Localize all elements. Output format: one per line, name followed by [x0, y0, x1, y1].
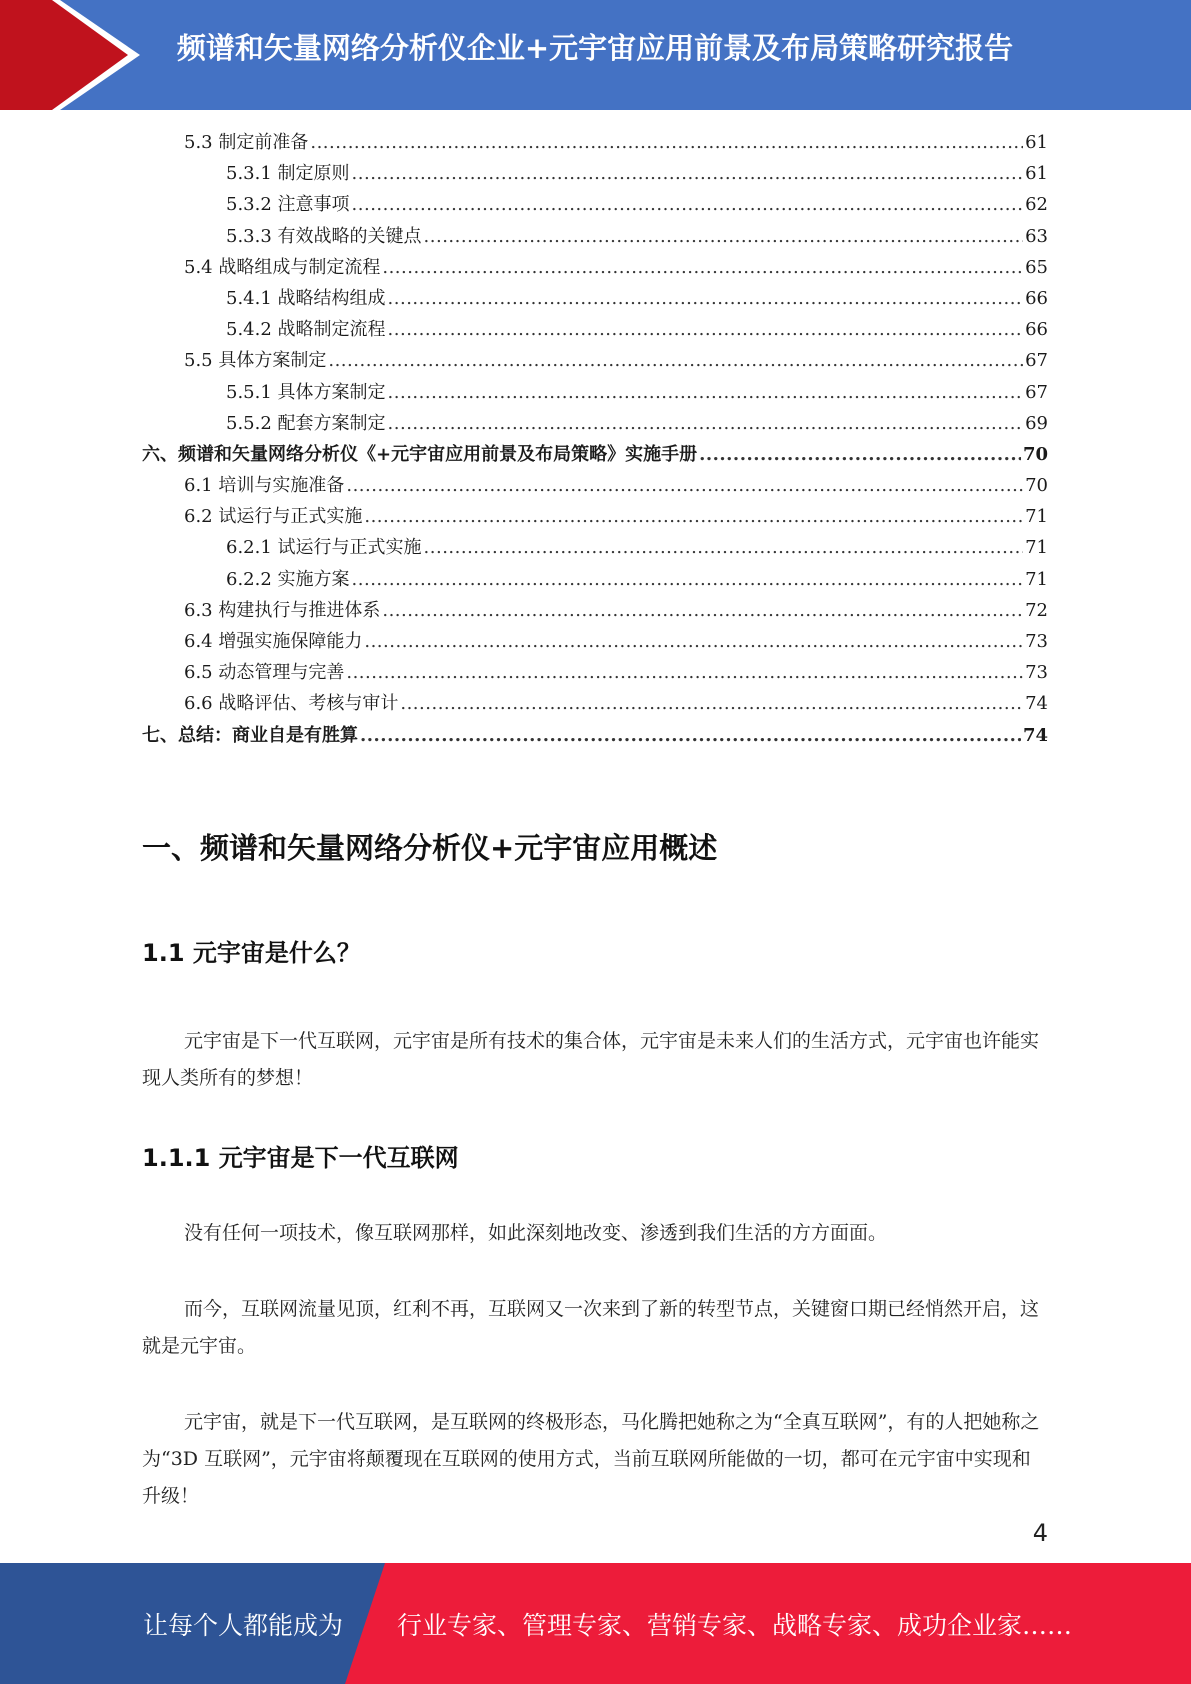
toc-entry-page: 73	[1025, 631, 1048, 652]
toc-entry-page: 71	[1025, 537, 1048, 559]
toc-entry-page: 69	[1025, 412, 1048, 434]
subsection-heading: 1.1.1 元宇宙是下一代互联网	[142, 1144, 459, 1172]
toc-entry-label: 5.5.2 配套方案制定	[226, 412, 386, 434]
toc-dot-leader	[388, 408, 1024, 439]
page-number: 4	[1032, 1519, 1048, 1547]
toc-entry-label: 6.2.2 实施方案	[226, 568, 350, 590]
footer-banner	[0, 1563, 1191, 1684]
toc-entry-label: 6.1 培训与实施准备	[184, 475, 345, 497]
toc-dot-leader	[388, 283, 1024, 314]
toc-entry-label: 6.2 试运行与正式实施	[184, 506, 363, 528]
paragraph: 元宇宙是下一代互联网，元宇宙是所有技术的集合体，元宇宙是未来人们的生活方式，元宇宙也许能实现人类所有的梦想！	[142, 1030, 1040, 1089]
toc-entry-page: 74	[1025, 693, 1048, 715]
toc-dot-leader	[424, 532, 1024, 563]
toc-entry[interactable]	[142, 377, 1048, 408]
toc-entry-label: 5.5 具体方案制定	[184, 350, 327, 372]
toc-dot-leader	[360, 720, 1021, 751]
toc-dot-leader	[699, 439, 1021, 470]
toc-entry[interactable]	[142, 688, 1048, 719]
toc-entry[interactable]	[142, 314, 1048, 345]
toc-entry-label: 6.5 动态管理与完善	[184, 662, 345, 684]
toc-entry[interactable]	[142, 501, 1048, 532]
toc-entry-page: 73	[1025, 662, 1048, 684]
toc-entry[interactable]	[142, 532, 1048, 563]
toc-entry-label: 5.4.2 战略制定流程	[226, 319, 386, 341]
toc-entry[interactable]	[142, 439, 1048, 470]
section-heading: 1.1 元宇宙是什么？	[142, 939, 361, 967]
toc-entry-label: 六、频谱和矢量网络分析仪《+元宇宙应用前景及布局策略》实施手册	[142, 443, 698, 465]
toc-entry-page: 70	[1025, 475, 1048, 497]
toc-entry-page: 71	[1025, 568, 1048, 590]
toc-entry-label: 6.6 战略评估、考核与审计	[184, 693, 399, 715]
toc-entry-label: 6.2.1 试运行与正式实施	[226, 537, 422, 559]
toc-entry-page: 63	[1025, 225, 1048, 247]
toc-entry[interactable]	[142, 221, 1048, 252]
toc-entry-label: 5.3.2 注意事项	[226, 194, 350, 216]
toc-entry-label: 5.3 制定前准备	[184, 132, 309, 153]
toc-dot-leader	[352, 564, 1024, 595]
toc-dot-leader	[352, 189, 1024, 220]
toc-entry-page: 67	[1025, 350, 1048, 372]
document-title: 频谱和矢量网络分析仪企业+元宇宙应用前景及布局策略研究报告	[176, 31, 1014, 65]
toc-entry[interactable]	[142, 408, 1048, 439]
toc-dot-leader	[328, 345, 1023, 376]
toc-dot-leader	[346, 470, 1023, 501]
toc-dot-leader	[364, 626, 1023, 657]
toc-dot-leader	[382, 595, 1023, 626]
footer-slogan-right: 行业专家、管理专家、营销专家、战略专家、成功企业家……	[397, 1611, 1073, 1640]
toc-dot-leader	[352, 158, 1024, 189]
toc-entry-label: 5.4.1 战略结构组成	[226, 287, 386, 309]
toc-entry-page: 72	[1025, 599, 1048, 621]
header-arrow-decoration	[0, 0, 160, 110]
toc-entry-page: 61	[1025, 132, 1048, 153]
toc-entry[interactable]	[142, 283, 1048, 314]
toc-entry[interactable]	[142, 564, 1048, 595]
paragraph: 而今，互联网流量见顶，红利不再，互联网又一次来到了新的转型节点，关键窗口期已经悄然开启，这就是元宇宙。	[142, 1298, 1040, 1357]
toc-entry-page: 65	[1025, 256, 1048, 278]
toc-entry[interactable]	[142, 345, 1048, 376]
toc-entry-label: 七、总结：商业自是有胜算	[142, 724, 358, 746]
toc-entry[interactable]	[142, 252, 1048, 283]
toc-entry-page: 67	[1025, 381, 1048, 403]
table-of-contents	[142, 127, 1048, 751]
toc-entry[interactable]	[142, 720, 1048, 751]
toc-dot-leader	[388, 377, 1024, 408]
toc-dot-leader	[424, 221, 1024, 252]
toc-entry-label: 5.5.1 具体方案制定	[226, 381, 386, 403]
toc-dot-leader	[364, 501, 1023, 532]
toc-entry-label: 5.3.3 有效战略的关键点	[226, 225, 422, 247]
toc-dot-leader	[382, 252, 1023, 283]
chapter-heading: 一、频谱和矢量网络分析仪+元宇宙应用概述	[142, 831, 718, 865]
toc-entry[interactable]	[142, 470, 1048, 501]
toc-entry[interactable]	[142, 626, 1048, 657]
toc-entry-page: 70	[1022, 443, 1048, 465]
header-banner	[0, 0, 1191, 110]
footer-slogan-left: 让每个人都能成为	[143, 1611, 344, 1640]
toc-dot-leader	[346, 657, 1023, 688]
toc-entry[interactable]	[142, 158, 1048, 189]
toc-entry-label: 6.3 构建执行与推进体系	[184, 599, 381, 621]
toc-entry[interactable]	[142, 595, 1048, 626]
toc-entry-label: 5.4 战略组成与制定流程	[184, 256, 381, 278]
toc-entry-page: 66	[1025, 319, 1048, 341]
toc-dot-leader	[310, 127, 1023, 158]
toc-entry[interactable]	[142, 189, 1048, 220]
toc-entry-page: 74	[1022, 724, 1048, 746]
toc-entry-page: 71	[1025, 506, 1048, 528]
toc-dot-leader	[400, 688, 1023, 719]
toc-entry-page: 62	[1025, 194, 1048, 216]
toc-entry[interactable]	[142, 657, 1048, 688]
toc-entry-label: 6.4 增强实施保障能力	[184, 631, 363, 652]
toc-entry[interactable]	[142, 127, 1048, 158]
paragraph: 没有任何一项技术，像互联网那样，如此深刻地改变、渗透到我们生活的方方面面。	[184, 1222, 888, 1244]
toc-entry-page: 66	[1025, 287, 1048, 309]
paragraph: 元宇宙，就是下一代互联网，是互联网的终极形态，马化腾把她称之为“全真互联网”，有的人把她称之为“3D 互联网”，元宇宙将颠覆现在互联网的使用方式，当前互联网所能做的一切，都可在元宇宙中实现和升级！	[142, 1411, 1040, 1507]
toc-entry-label: 5.3.1 制定原则	[226, 163, 350, 185]
toc-dot-leader	[388, 314, 1024, 345]
toc-entry-page: 61	[1025, 163, 1048, 185]
